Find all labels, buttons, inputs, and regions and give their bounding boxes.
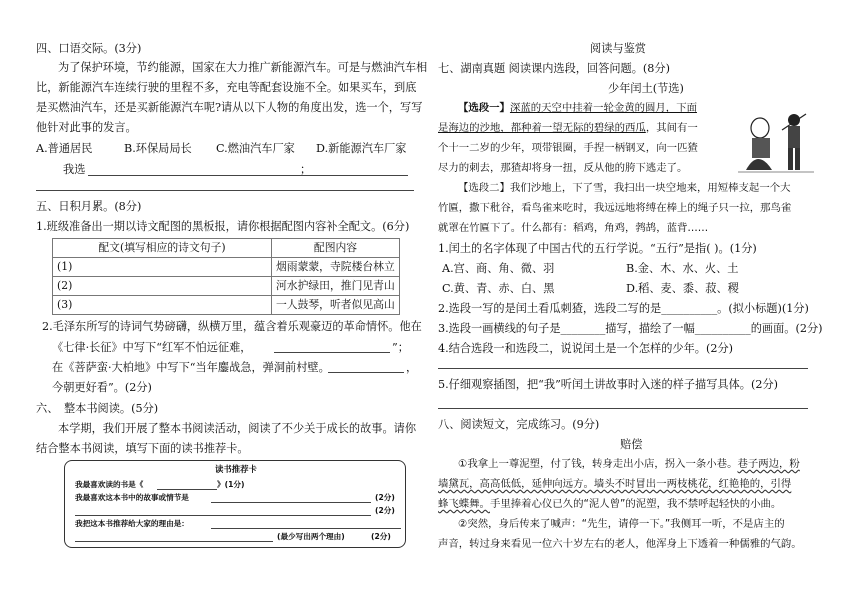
table-header-caption: 配文(填写相应的诗文句子) (53, 239, 272, 258)
table-header-image: 配图内容 (272, 239, 400, 258)
seg1-line-2 (438, 120, 698, 136)
seg1-underlined-2: 是海边的沙地，都种着一望无际的碧绿的西瓜 (438, 122, 646, 134)
q5-item-2-line-2-end: ”； (392, 341, 409, 354)
seg1-line-1 (458, 100, 697, 116)
q4-para-line-1: 为了保护环境，节约能源，国家在大力推广新能源汽车。可是与燃油汽车相 (58, 61, 428, 74)
q6-title: 六、 整本书阅读。(5分) (36, 402, 159, 415)
q5-item-2-line-3-end: ， (406, 361, 418, 374)
q8-p2-line-1: ②突然，身后传来了喊声：“先生，请停一下。”我侧耳一听，不是店主的 (458, 518, 785, 530)
q6-para-line-2: 结合整本书阅读，填写下面的读书推荐卡。 (36, 442, 249, 455)
q8-p1-wavy-3: 蜂飞蝶舞。 (438, 498, 490, 510)
card-note: (最少写出两个理由) (277, 532, 345, 541)
q4-option-c: C.燃油汽车厂家 (216, 142, 295, 155)
q7-title: 七、湖南真题 阅读课内选段，回答问题。(8分) (438, 62, 670, 75)
card-book-blank[interactable] (157, 489, 217, 490)
card-line-1: 我最喜欢读的书是《 (75, 480, 144, 489)
q8-p1-a: ①我拿上一尊泥塑，付了钱，转身走出小店，拐入一条小巷。 (458, 458, 738, 470)
q7-q5-answer-line[interactable] (438, 408, 808, 409)
q4-option-b: B.环保局局长 (124, 142, 192, 155)
section-title: 阅读与鉴赏 (590, 42, 646, 55)
q7-question-1: 1.闰土的名字体现了中国古代的五行学说。“五行”是指( )。(1分) (438, 242, 757, 255)
q8-p1-line-3 (438, 496, 781, 512)
q7-question-3: 3.选段一画横线的句子是________描写，描绘了一幅__________的画面。(2分) (438, 322, 823, 335)
q4-para-line-3: 是买燃油汽车，还是买新能源汽车呢?请从以下人物的角度出发，选一个，写写 (36, 101, 423, 114)
q4-option-d: D.新能源汽车厂家 (316, 142, 407, 155)
q7-passage-title: 少年闰土(节选) (608, 82, 684, 95)
table-row-num[interactable]: (1) (53, 258, 272, 277)
card-reason-blank[interactable] (211, 528, 401, 529)
table-row-content: 河水护绿田，推门见青山 (272, 277, 400, 296)
seg2-line-1: 【选段二】我们沙地上，下了雪，我扫出一块空地来，用短棒支起一个大 (458, 182, 791, 194)
q4-choose-label: 我选 (63, 163, 86, 176)
card-score-2b: (2分) (375, 506, 395, 515)
card-story-blank[interactable] (211, 502, 371, 503)
q8-p1-line-1 (458, 456, 800, 472)
table-row-num[interactable]: (2) (53, 277, 272, 296)
table-row (53, 258, 400, 277)
seg1-underlined-1: 深蓝的天空中挂着一轮金黄的圆月，下面 (509, 102, 697, 114)
table-row-num[interactable]: (3) (53, 296, 272, 315)
q6-para-line-1: 本学期，我们开展了整本书阅读活动，阅读了不少关于成长的故事。请你 (58, 422, 417, 435)
q4-title: 四、口语交际。(3分) (36, 42, 142, 55)
q8-p1-wavy-1: 巷子两边，粉 (737, 458, 800, 470)
q8-p1-wavy-2: 墙黛瓦，高高低低，延伸向远方。墙头不时冒出一两枝桃花，红艳艳的，引得 (438, 478, 792, 490)
reading-card (64, 460, 406, 548)
q4-option-a: A.普通居民 (36, 142, 93, 155)
seg1-label: 【选段一】 (458, 102, 510, 114)
q5-item-2-line-1: 2.毛泽东所写的诗词气势磅礴，纵横万里，蕴含着乐观豪迈的革命情怀。他在 (42, 320, 422, 333)
poem-table (52, 238, 400, 315)
q8-passage-title: 赔偿 (620, 438, 643, 451)
q8-p1-line-2 (438, 476, 791, 492)
q4-para-line-4: 他针对此事的发言。 (36, 121, 137, 134)
q7-q4-answer-line[interactable] (438, 368, 808, 369)
q4-choose-blank[interactable] (88, 175, 408, 176)
card-reason-line-2[interactable] (75, 541, 273, 542)
seg1-line-4: 尽力的刺去，那猹却将身一扭，反从他的胯下逃走了。 (438, 162, 688, 174)
table-row-content: 烟雨蒙蒙，寺院楼台林立 (272, 258, 400, 277)
q7-q1-option-d: D.稻、麦、黍、菽、稷 (626, 282, 739, 295)
card-score-2a: (2分) (375, 493, 395, 502)
seg2-line-3: 就罩在竹匾下了。什么都有：稻鸡，角鸡，鹁鸪，蓝背…… (438, 222, 709, 234)
card-line-3: 我把这本书推荐给大家的理由是： (75, 519, 189, 528)
seg1-after: ，其间有一 (645, 122, 698, 134)
q5-blank-1[interactable] (274, 352, 390, 353)
table-row (53, 296, 400, 315)
q5-item-2-line-3: 在《菩萨蛮·大柏地》中写下“当年鏖战急，弹洞前村壁。 (52, 361, 330, 374)
q8-title: 八、阅读短文，完成练习。(9分) (438, 418, 600, 431)
card-line-1-end: 》(1分) (217, 480, 245, 489)
q4-para-line-2: 比，新能源汽车连续行驶的里程不多，充电等配套设施不全。如果买车，到底 (36, 81, 417, 94)
card-story-line-2[interactable] (75, 515, 371, 516)
q7-question-2: 2.选段一写的是闰土看瓜刺猹，选段二写的是__________。(拟小标题)(1分) (438, 302, 809, 315)
card-title: 读书推荐卡 (215, 464, 257, 474)
q7-question-4: 4.结合选段一和选段二，说说闰土是一个怎样的少年。(2分) (438, 342, 734, 355)
q7-question-5: 5.仔细观察插图，把“我”听闰土讲故事时入迷的样子描写具体。(2分) (438, 378, 779, 391)
q5-title: 五、日积月累。(8分) (36, 200, 142, 213)
q7-q1-option-c: C.黄、青、赤、白、黑 (442, 282, 555, 295)
card-score-3: (2分) (371, 532, 391, 541)
q5-item-2-line-2: 《七律·长征》中写下“红军不怕远征难， (52, 341, 252, 354)
q5-item-2-line-4: 今朝更好看”。(2分) (52, 381, 152, 394)
table-row (53, 277, 400, 296)
q8-p2-line-2: 声音，转过身来看见一位六十岁左右的老人，他浑身上下透着一种儒雅的气韵。 (438, 538, 802, 550)
table-row-content: 一人鼓琴，听者似见高山 (272, 296, 400, 315)
q5-item-1: 1.班级准备出一期以诗文配图的黑板报，请你根据配图内容补全配文。(6分) (36, 220, 410, 233)
q7-q1-option-b: B.金、木、水、火、土 (626, 262, 739, 275)
runtu-illustration (738, 108, 814, 178)
q8-p1-b: 手里捧着心仪已久的“泥人曾”的泥塑，我不禁呼起轻快的小曲。 (489, 498, 782, 510)
card-line-2: 我最喜欢这本书中的故事或情节是 (75, 493, 189, 502)
seg1-line-3: 个十一二岁的少年，项带银圈，手捏一柄钢叉，向一匹猹 (438, 142, 698, 154)
q5-blank-2[interactable] (328, 372, 404, 373)
q7-q1-option-a: A.宫、商、角、微、羽 (442, 262, 555, 275)
q4-semicolon: ； (300, 163, 312, 176)
q4-answer-line[interactable] (36, 190, 414, 191)
seg2-line-2: 竹匾，撒下秕谷，看鸟雀来吃时，我远远地将缚在棒上的绳子只一拉，那鸟雀 (438, 202, 792, 214)
